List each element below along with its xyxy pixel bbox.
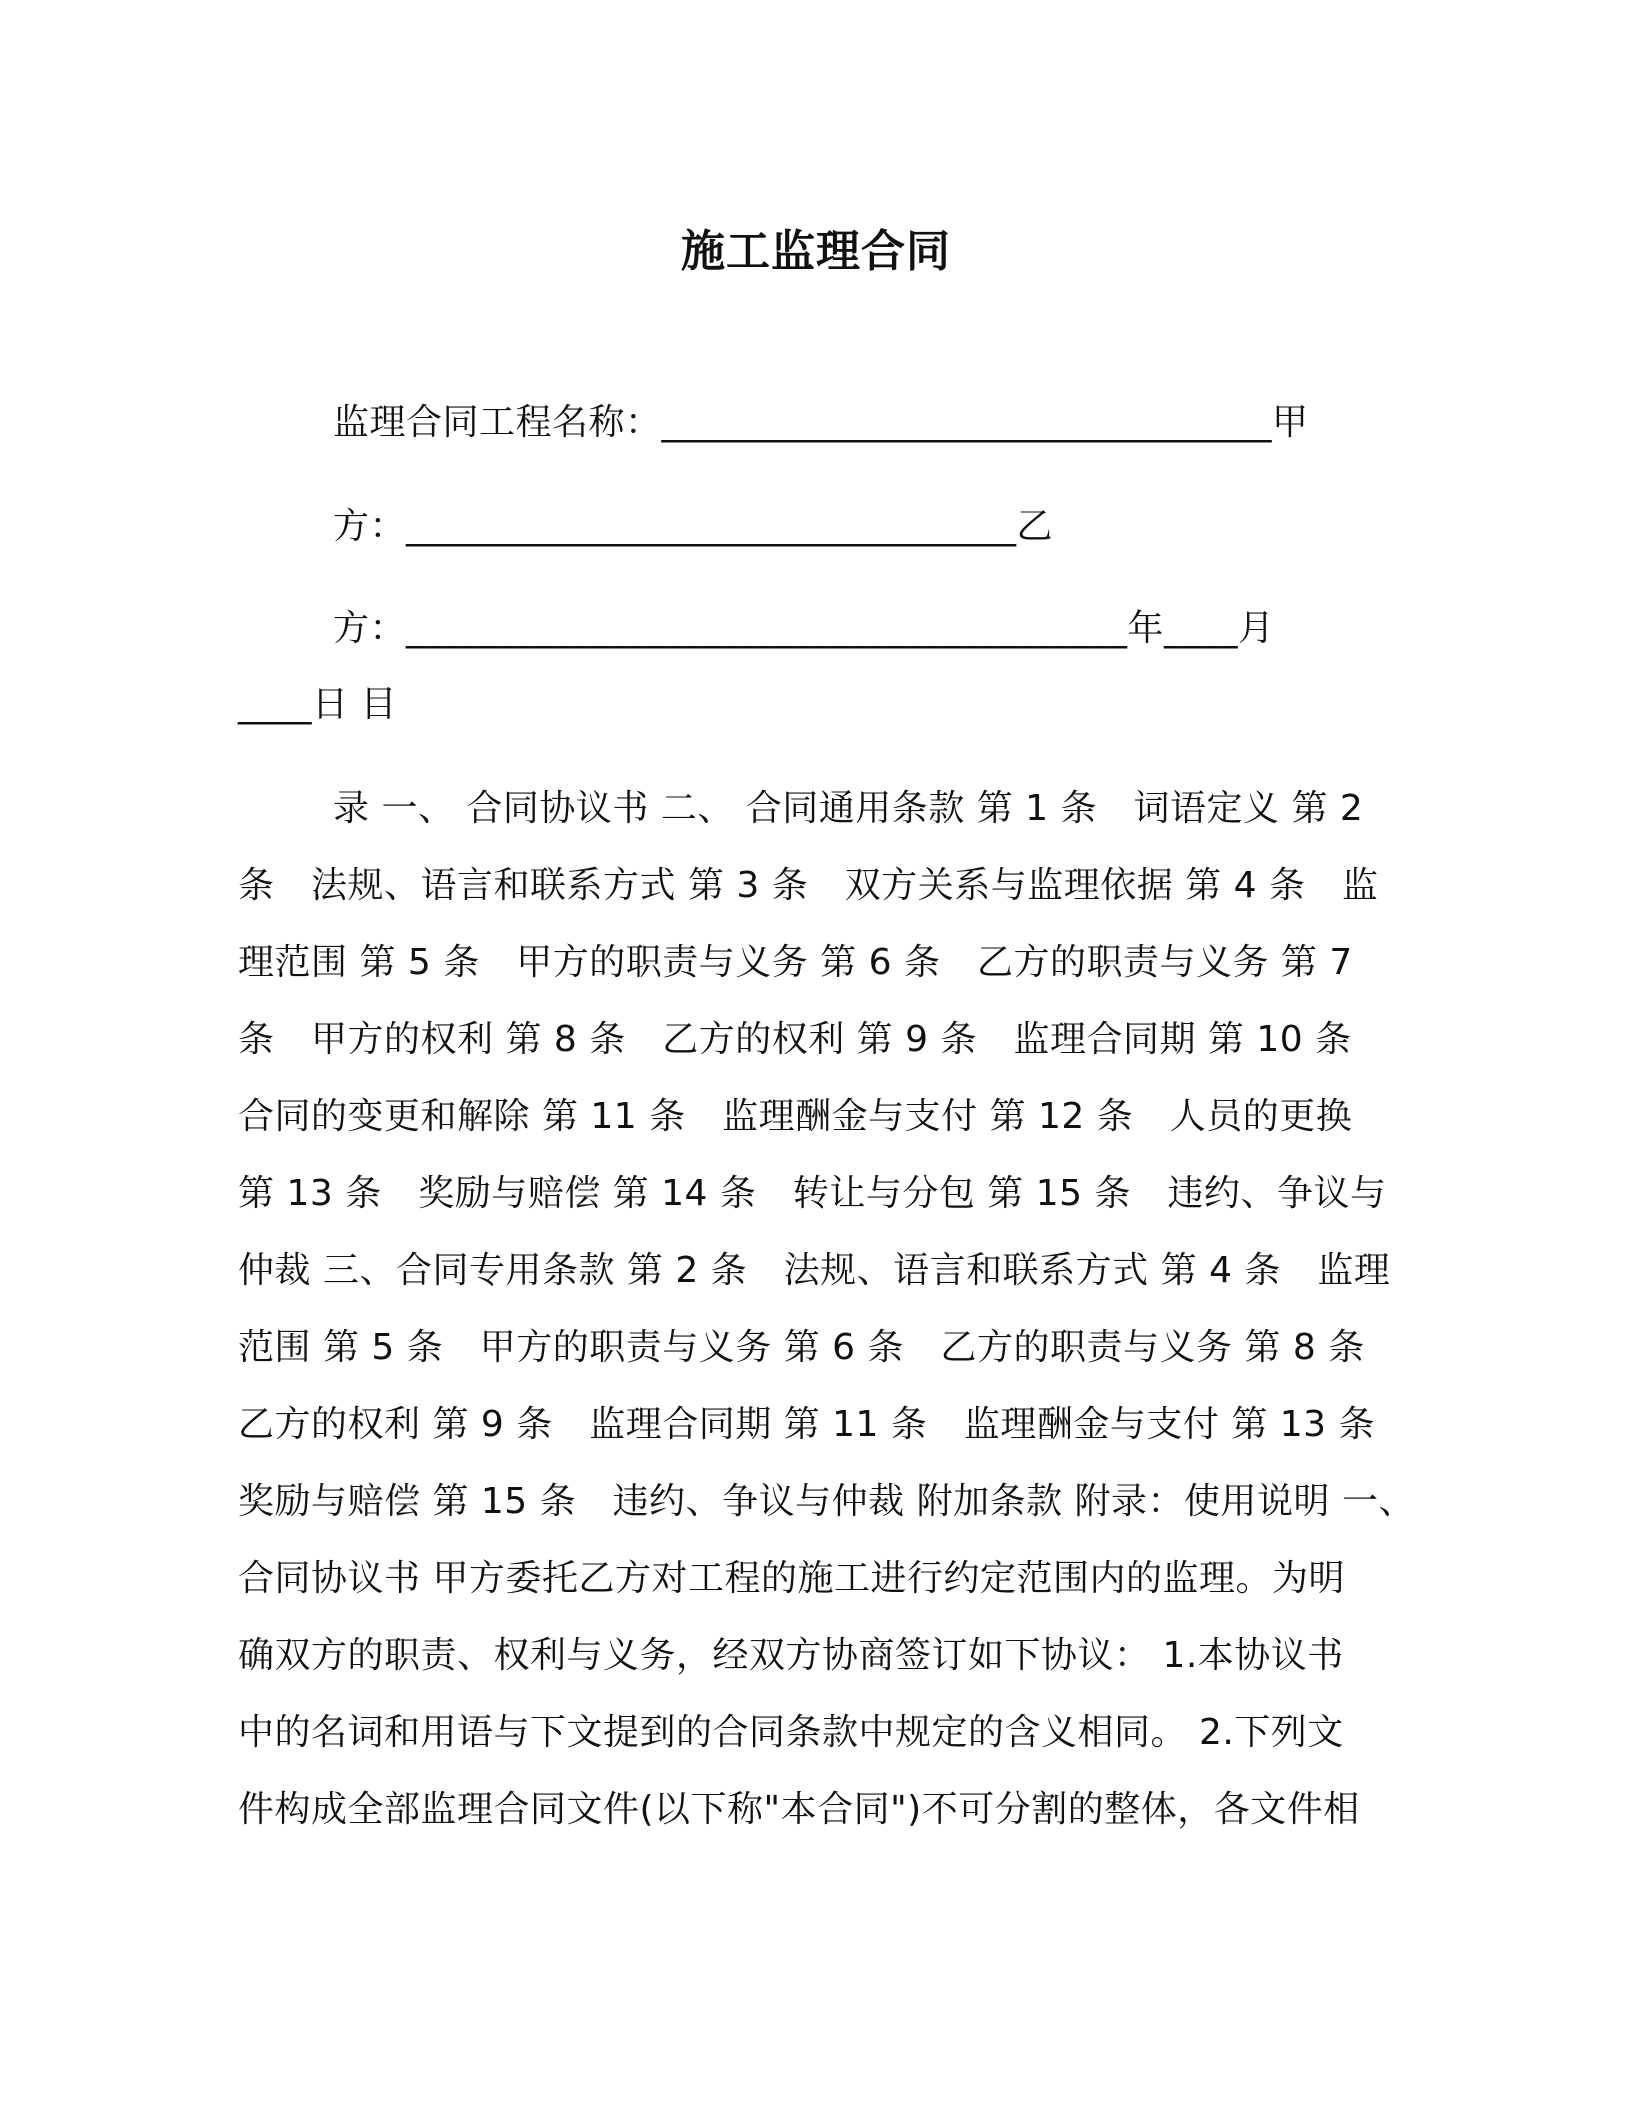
text-line: 监理合同工程名称：_________________________________甲 <box>333 402 1309 443</box>
text-line: 乙方的权利 第 9 条 监理合同期 第 11 条 监理酬金与支付 第 13 条 <box>238 1404 1376 1445</box>
text-line: 方：_________________________________乙 <box>333 506 1053 547</box>
text-line: 奖励与赔偿 第 15 条 违约、争议与仲裁 附加条款 附录：使用说明 一、 <box>238 1481 1415 1522</box>
text-line: 第 13 条 奖励与赔偿 第 14 条 转让与分包 第 15 条 违约、争议与 <box>238 1173 1387 1214</box>
text-line: 条 法规、语言和联系方式 第 3 条 双方关系与监理依据 第 4 条 监 <box>238 865 1379 906</box>
text-line: 范围 第 5 条 甲方的职责与义务 第 6 条 乙方的职责与义务 第 8 条 <box>238 1327 1365 1368</box>
text-line: 确双方的职责、权利与义务，经双方协商签订如下协议： 1.本协议书 <box>238 1635 1344 1676</box>
text-line: ____日 目 <box>238 684 397 725</box>
text-line: 仲裁 三、合同专用条款 第 2 条 法规、语言和联系方式 第 4 条 监理 <box>238 1250 1391 1291</box>
text-line: 条 甲方的权利 第 8 条 乙方的权利 第 9 条 监理合同期 第 10 条 <box>238 1019 1352 1060</box>
text-line: 中的名词和用语与下文提到的合同条款中规定的含义相同。 2.下列文 <box>238 1712 1344 1753</box>
text-line: 合同的变更和解除 第 11 条 监理酬金与支付 第 12 条 人员的更换 <box>238 1096 1353 1137</box>
text-line: 录 一、 合同协议书 二、 合同通用条款 第 1 条 词语定义 第 2 <box>333 788 1364 829</box>
document-title: 施工监理合同 <box>681 226 951 277</box>
text-line: 方：_______________________________________年____月 <box>333 608 1275 649</box>
text-line: 理范围 第 5 条 甲方的职责与义务 第 6 条 乙方的职责与义务 第 7 <box>238 942 1353 983</box>
text-line: 件构成全部监理合同文件(以下称"本合同")不可分割的整体，各文件相 <box>238 1789 1360 1830</box>
text-line: 合同协议书 甲方委托乙方对工程的施工进行约定范围内的监理。为明 <box>238 1558 1345 1599</box>
